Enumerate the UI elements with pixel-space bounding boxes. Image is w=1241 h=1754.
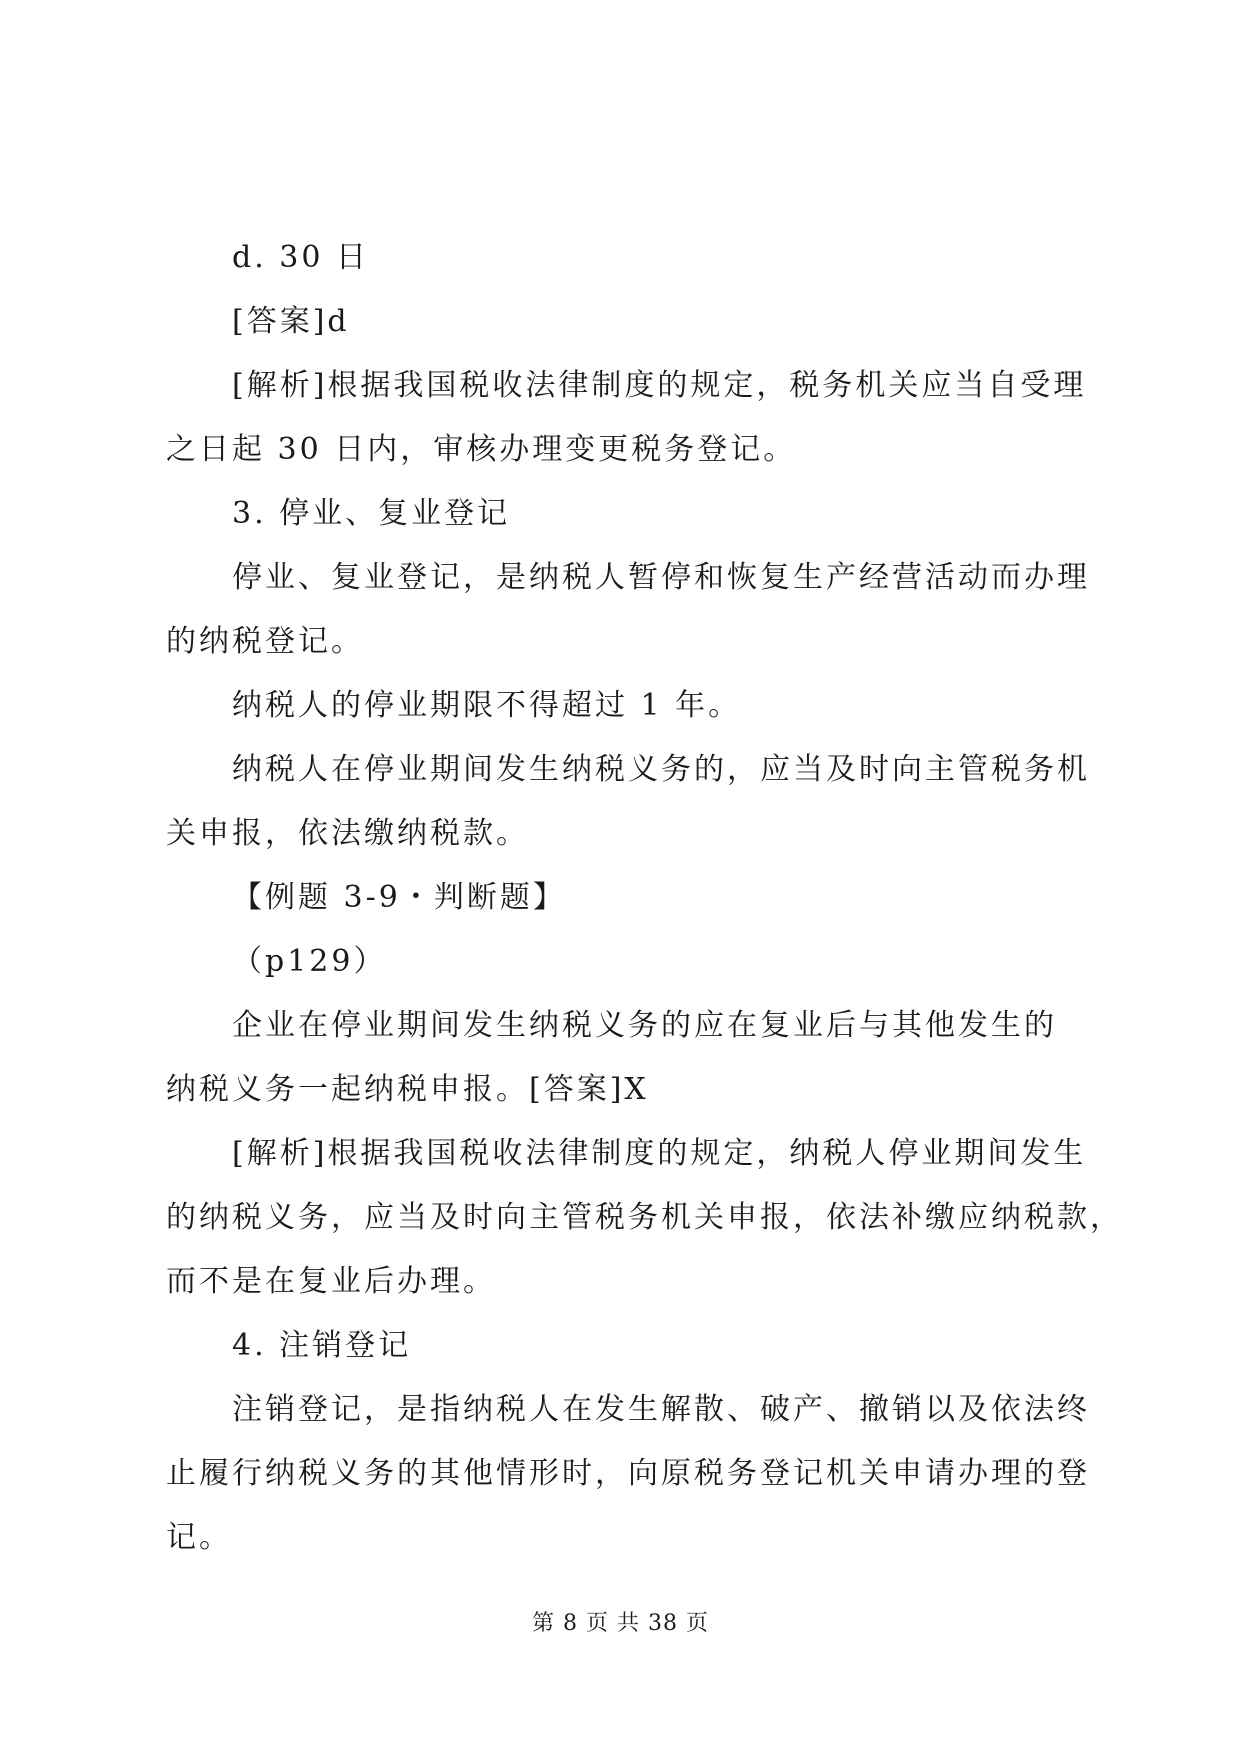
example-heading: 【例题 3-9・判断题】 [232,880,566,915]
text-line: 纳税义务一起纳税申报。[答案]X [166,1072,649,1107]
page-footer: 第 8 页 共 38 页 [532,1611,709,1636]
text-line: 纳税人的停业期限不得超过 1 年。 [232,688,742,723]
text-line: [答案]d [232,304,350,339]
text-line: 停业、复业登记，是纳税人暂停和恢复生产经营活动而办理 [232,560,1090,595]
text-line: 止履行纳税义务的其他情形时，向原税务登记机关申请办理的登 [166,1456,1090,1491]
text-line: 企业在停业期间发生纳税义务的应在复业后与其他发生的 [232,1008,1057,1043]
text-line: [解析]根据我国税收法律制度的规定，税务机关应当自受理 [232,368,1087,403]
text-line: 注销登记，是指纳税人在发生解散、破产、撤销以及依法终 [232,1392,1090,1427]
text-line: 的纳税登记。 [166,624,364,659]
document-body [166,226,1123,1570]
section-heading: 4. 注销登记 [232,1328,412,1363]
text-line: 之日起 30 日内，审核办理变更税务登记。 [166,432,797,467]
text-line: [解析]根据我国税收法律制度的规定，纳税人停业期间发生 [232,1136,1087,1171]
text-line: 的纳税义务，应当及时向主管税务机关申报，依法补缴应纳税款， [166,1200,1123,1235]
text-line: d. 30 日 [232,240,369,275]
text-line: 关申报，依法缴纳税款。 [166,816,529,851]
page-reference: （p129） [232,944,387,979]
text-line: 记。 [166,1520,232,1555]
section-heading: 3. 停业、复业登记 [232,496,511,531]
text-line: 纳税人在停业期间发生纳税义务的，应当及时向主管税务机 [232,752,1090,787]
text-line: 而不是在复业后办理。 [166,1264,496,1299]
